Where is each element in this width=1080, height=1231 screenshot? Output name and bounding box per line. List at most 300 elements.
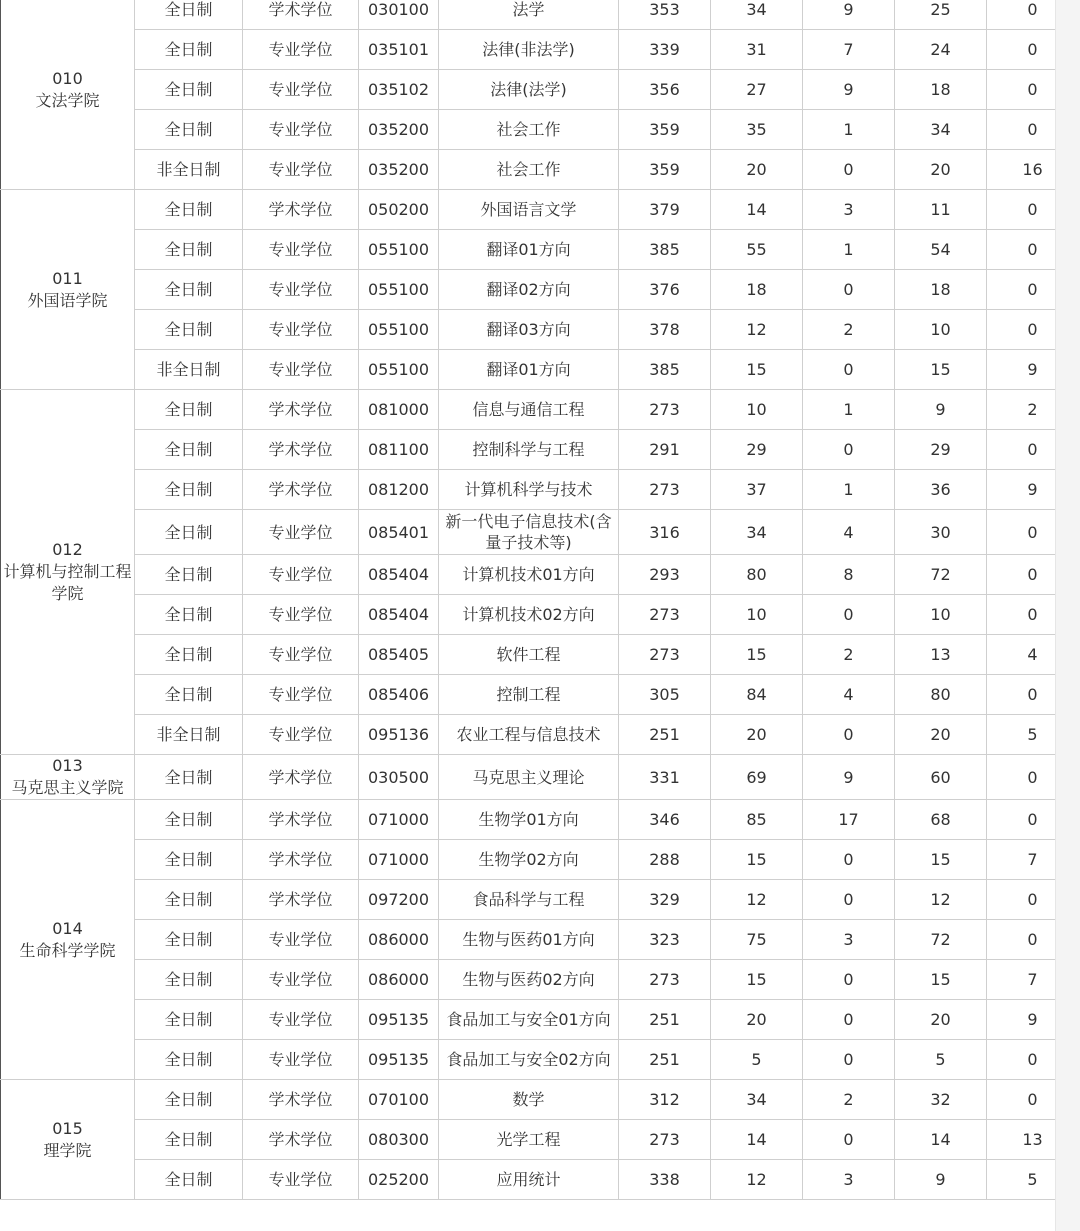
shortfall-count-cell: 0 [987, 310, 1079, 350]
major-code-cell: 081200 [359, 470, 439, 510]
degree-type-cell: 专业学位 [243, 270, 359, 310]
score-line-cell: 305 [619, 675, 711, 715]
college-code: 010 [52, 68, 83, 88]
college-cell [1, 390, 135, 755]
major-name-cell: 翻译03方向 [439, 310, 619, 350]
exempt-count-cell: 4 [803, 510, 895, 555]
study-mode-cell: 全日制 [135, 110, 243, 150]
major-code-cell: 097200 [359, 880, 439, 920]
major-name-cell: 翻译02方向 [439, 270, 619, 310]
major-name-cell: 计算机科学与技术 [439, 470, 619, 510]
major-code-cell: 035101 [359, 30, 439, 70]
degree-type-cell: 学术学位 [243, 470, 359, 510]
unified-count-cell: 12 [895, 880, 987, 920]
score-line-cell: 293 [619, 555, 711, 595]
college-name: 计算机与控制工程学院 [3, 562, 132, 603]
table-row [1, 715, 1079, 755]
plan-count-cell: 20 [711, 150, 803, 190]
major-code-cell: 035200 [359, 150, 439, 190]
exempt-count-cell: 0 [803, 1120, 895, 1160]
degree-type-cell: 专业学位 [243, 595, 359, 635]
major-code-cell: 085404 [359, 555, 439, 595]
shortfall-count-cell: 5 [987, 715, 1079, 755]
shortfall-count-cell: 0 [987, 595, 1079, 635]
major-name-cell: 生物学01方向 [439, 800, 619, 840]
major-code-cell: 035102 [359, 70, 439, 110]
degree-type-cell: 专业学位 [243, 960, 359, 1000]
table-row [1, 150, 1079, 190]
plan-count-cell: 34 [711, 1080, 803, 1120]
score-line-cell: 353 [619, 0, 711, 30]
table-row [1, 675, 1079, 715]
major-code-cell: 086000 [359, 920, 439, 960]
study-mode-cell: 全日制 [135, 920, 243, 960]
college-name: 马克思主义学院 [11, 778, 124, 797]
study-mode-cell: 全日制 [135, 270, 243, 310]
study-mode-cell: 全日制 [135, 1000, 243, 1040]
study-mode-cell: 全日制 [135, 555, 243, 595]
major-code-cell: 070100 [359, 1080, 439, 1120]
plan-count-cell: 5 [711, 1040, 803, 1080]
degree-type-cell: 专业学位 [243, 350, 359, 390]
unified-count-cell: 60 [895, 755, 987, 800]
shortfall-count-cell: 0 [987, 1080, 1079, 1120]
table-row [1, 470, 1079, 510]
study-mode-cell: 全日制 [135, 595, 243, 635]
degree-type-cell: 学术学位 [243, 755, 359, 800]
major-name-cell: 信息与通信工程 [439, 390, 619, 430]
score-line-cell: 385 [619, 230, 711, 270]
table-row [1, 0, 1079, 30]
major-name-cell: 食品科学与工程 [439, 880, 619, 920]
major-code-cell: 071000 [359, 800, 439, 840]
exempt-count-cell: 2 [803, 310, 895, 350]
degree-type-cell: 学术学位 [243, 800, 359, 840]
degree-type-cell: 学术学位 [243, 1120, 359, 1160]
shortfall-count-cell: 0 [987, 510, 1079, 555]
degree-type-cell: 专业学位 [243, 1160, 359, 1200]
exempt-count-cell: 1 [803, 470, 895, 510]
major-code-cell: 030100 [359, 0, 439, 30]
exempt-count-cell: 3 [803, 190, 895, 230]
exempt-count-cell: 2 [803, 635, 895, 675]
major-name-cell: 计算机技术02方向 [439, 595, 619, 635]
major-name-cell: 农业工程与信息技术 [439, 715, 619, 755]
major-code-cell: 055100 [359, 270, 439, 310]
plan-count-cell: 15 [711, 635, 803, 675]
degree-type-cell: 专业学位 [243, 30, 359, 70]
study-mode-cell: 全日制 [135, 0, 243, 30]
score-line-cell: 379 [619, 190, 711, 230]
degree-type-cell: 学术学位 [243, 0, 359, 30]
major-name-cell: 新一代电子信息技术(含量子技术等) [439, 510, 619, 555]
major-code-cell: 085401 [359, 510, 439, 555]
plan-count-cell: 20 [711, 1000, 803, 1040]
table-row [1, 270, 1079, 310]
college-code: 014 [52, 918, 83, 938]
unified-count-cell: 5 [895, 1040, 987, 1080]
score-line-cell: 316 [619, 510, 711, 555]
major-name-cell: 控制科学与工程 [439, 430, 619, 470]
study-mode-cell: 全日制 [135, 390, 243, 430]
table-row [1, 1120, 1079, 1160]
score-line-cell: 251 [619, 1000, 711, 1040]
score-line-cell: 359 [619, 110, 711, 150]
major-name-cell: 计算机技术01方向 [439, 555, 619, 595]
plan-count-cell: 75 [711, 920, 803, 960]
study-mode-cell: 全日制 [135, 70, 243, 110]
shortfall-count-cell: 0 [987, 755, 1079, 800]
major-name-cell: 软件工程 [439, 635, 619, 675]
degree-type-cell: 学术学位 [243, 190, 359, 230]
shortfall-count-cell: 0 [987, 675, 1079, 715]
table-row [1, 800, 1079, 840]
plan-count-cell: 34 [711, 0, 803, 30]
shortfall-count-cell: 5 [987, 1160, 1079, 1200]
unified-count-cell: 54 [895, 230, 987, 270]
degree-type-cell: 专业学位 [243, 110, 359, 150]
degree-type-cell: 学术学位 [243, 880, 359, 920]
shortfall-count-cell: 0 [987, 190, 1079, 230]
major-name-cell: 法律(法学) [439, 70, 619, 110]
exempt-count-cell: 0 [803, 350, 895, 390]
shortfall-count-cell: 4 [987, 635, 1079, 675]
table-row [1, 555, 1079, 595]
shortfall-count-cell: 2 [987, 390, 1079, 430]
table-row [1, 1160, 1079, 1200]
unified-count-cell: 72 [895, 555, 987, 595]
study-mode-cell: 全日制 [135, 430, 243, 470]
score-line-cell: 385 [619, 350, 711, 390]
study-mode-cell: 全日制 [135, 470, 243, 510]
study-mode-cell: 全日制 [135, 510, 243, 555]
major-code-cell: 095136 [359, 715, 439, 755]
plan-count-cell: 15 [711, 350, 803, 390]
shortfall-count-cell: 9 [987, 470, 1079, 510]
major-code-cell: 095135 [359, 1040, 439, 1080]
major-name-cell: 食品加工与安全02方向 [439, 1040, 619, 1080]
major-name-cell: 生物与医药02方向 [439, 960, 619, 1000]
major-code-cell: 085404 [359, 595, 439, 635]
unified-count-cell: 18 [895, 70, 987, 110]
unified-count-cell: 29 [895, 430, 987, 470]
table-row [1, 1000, 1079, 1040]
unified-count-cell: 18 [895, 270, 987, 310]
unified-count-cell: 9 [895, 390, 987, 430]
study-mode-cell: 全日制 [135, 1080, 243, 1120]
major-name-cell: 社会工作 [439, 150, 619, 190]
exempt-count-cell: 0 [803, 1000, 895, 1040]
table-row [1, 840, 1079, 880]
major-name-cell: 应用统计 [439, 1160, 619, 1200]
major-code-cell: 085405 [359, 635, 439, 675]
major-code-cell: 095135 [359, 1000, 439, 1040]
exempt-count-cell: 0 [803, 270, 895, 310]
exempt-count-cell: 0 [803, 150, 895, 190]
shortfall-count-cell: 0 [987, 230, 1079, 270]
study-mode-cell: 全日制 [135, 1040, 243, 1080]
plan-count-cell: 12 [711, 880, 803, 920]
plan-count-cell: 34 [711, 510, 803, 555]
degree-type-cell: 学术学位 [243, 840, 359, 880]
major-code-cell: 086000 [359, 960, 439, 1000]
major-name-cell: 法学 [439, 0, 619, 30]
shortfall-count-cell: 16 [987, 150, 1079, 190]
study-mode-cell: 全日制 [135, 880, 243, 920]
degree-type-cell: 学术学位 [243, 430, 359, 470]
major-code-cell: 055100 [359, 350, 439, 390]
plan-count-cell: 27 [711, 70, 803, 110]
unified-count-cell: 15 [895, 960, 987, 1000]
study-mode-cell: 全日制 [135, 30, 243, 70]
exempt-count-cell: 0 [803, 430, 895, 470]
study-mode-cell: 全日制 [135, 230, 243, 270]
major-name-cell: 光学工程 [439, 1120, 619, 1160]
plan-count-cell: 69 [711, 755, 803, 800]
score-line-cell: 273 [619, 1120, 711, 1160]
unified-count-cell: 68 [895, 800, 987, 840]
table-row [1, 390, 1079, 430]
table-row [1, 920, 1079, 960]
table-row [1, 1040, 1079, 1080]
score-line-cell: 331 [619, 755, 711, 800]
table-body [1, 0, 1079, 1200]
exempt-count-cell: 0 [803, 840, 895, 880]
major-name-cell: 翻译01方向 [439, 350, 619, 390]
degree-type-cell: 专业学位 [243, 150, 359, 190]
exempt-count-cell: 2 [803, 1080, 895, 1120]
plan-count-cell: 14 [711, 1120, 803, 1160]
shortfall-count-cell: 0 [987, 555, 1079, 595]
college-cell [1, 755, 135, 800]
score-line-cell: 273 [619, 960, 711, 1000]
unified-count-cell: 10 [895, 595, 987, 635]
score-line-cell: 346 [619, 800, 711, 840]
plan-count-cell: 84 [711, 675, 803, 715]
score-line-cell: 251 [619, 715, 711, 755]
shortfall-count-cell: 0 [987, 880, 1079, 920]
exempt-count-cell: 0 [803, 715, 895, 755]
exempt-count-cell: 3 [803, 1160, 895, 1200]
study-mode-cell: 全日制 [135, 1160, 243, 1200]
degree-type-cell: 专业学位 [243, 675, 359, 715]
score-line-cell: 273 [619, 595, 711, 635]
shortfall-count-cell: 0 [987, 270, 1079, 310]
degree-type-cell: 专业学位 [243, 555, 359, 595]
exempt-count-cell: 3 [803, 920, 895, 960]
study-mode-cell: 非全日制 [135, 715, 243, 755]
study-mode-cell: 全日制 [135, 310, 243, 350]
exempt-count-cell: 8 [803, 555, 895, 595]
table-row [1, 310, 1079, 350]
study-mode-cell: 全日制 [135, 840, 243, 880]
unified-count-cell: 34 [895, 110, 987, 150]
plan-count-cell: 85 [711, 800, 803, 840]
exempt-count-cell: 0 [803, 960, 895, 1000]
table-row [1, 190, 1079, 230]
plan-count-cell: 35 [711, 110, 803, 150]
shortfall-count-cell: 9 [987, 1000, 1079, 1040]
exempt-count-cell: 4 [803, 675, 895, 715]
shortfall-count-cell: 0 [987, 110, 1079, 150]
plan-count-cell: 20 [711, 715, 803, 755]
unified-count-cell: 9 [895, 1160, 987, 1200]
plan-count-cell: 31 [711, 30, 803, 70]
shortfall-count-cell: 7 [987, 960, 1079, 1000]
shortfall-count-cell: 0 [987, 430, 1079, 470]
shortfall-count-cell: 13 [987, 1120, 1079, 1160]
exempt-count-cell: 9 [803, 755, 895, 800]
unified-count-cell: 10 [895, 310, 987, 350]
unified-count-cell: 15 [895, 840, 987, 880]
score-line-cell: 288 [619, 840, 711, 880]
major-code-cell: 080300 [359, 1120, 439, 1160]
major-code-cell: 085406 [359, 675, 439, 715]
unified-count-cell: 13 [895, 635, 987, 675]
major-code-cell: 055100 [359, 230, 439, 270]
study-mode-cell: 全日制 [135, 755, 243, 800]
score-line-cell: 323 [619, 920, 711, 960]
college-name: 文法学院 [35, 90, 100, 110]
table-row [1, 510, 1079, 555]
study-mode-cell: 全日制 [135, 190, 243, 230]
shortfall-count-cell: 0 [987, 1040, 1079, 1080]
plan-count-cell: 15 [711, 960, 803, 1000]
table-row [1, 350, 1079, 390]
plan-count-cell: 14 [711, 190, 803, 230]
exempt-count-cell: 1 [803, 110, 895, 150]
study-mode-cell: 非全日制 [135, 150, 243, 190]
plan-count-cell: 37 [711, 470, 803, 510]
college-name: 生命科学学院 [19, 940, 116, 960]
exempt-count-cell: 1 [803, 390, 895, 430]
plan-count-cell: 12 [711, 310, 803, 350]
unified-count-cell: 80 [895, 675, 987, 715]
exempt-count-cell: 9 [803, 70, 895, 110]
study-mode-cell: 全日制 [135, 960, 243, 1000]
table-row [1, 30, 1079, 70]
plan-count-cell: 10 [711, 390, 803, 430]
shortfall-count-cell: 7 [987, 840, 1079, 880]
college-code: 012 [52, 540, 83, 559]
score-line-cell: 339 [619, 30, 711, 70]
table-row [1, 110, 1079, 150]
study-mode-cell: 非全日制 [135, 350, 243, 390]
score-line-cell: 251 [619, 1040, 711, 1080]
study-mode-cell: 全日制 [135, 675, 243, 715]
college-cell [1, 190, 135, 390]
score-line-cell: 359 [619, 150, 711, 190]
major-name-cell: 翻译01方向 [439, 230, 619, 270]
unified-count-cell: 36 [895, 470, 987, 510]
degree-type-cell: 专业学位 [243, 310, 359, 350]
major-name-cell: 数学 [439, 1080, 619, 1120]
exempt-count-cell: 0 [803, 1040, 895, 1080]
major-code-cell: 071000 [359, 840, 439, 880]
plan-count-cell: 29 [711, 430, 803, 470]
shortfall-count-cell: 0 [987, 70, 1079, 110]
table-row [1, 430, 1079, 470]
college-cell [1, 1080, 135, 1200]
degree-type-cell: 专业学位 [243, 635, 359, 675]
study-mode-cell: 全日制 [135, 800, 243, 840]
shortfall-count-cell: 0 [987, 800, 1079, 840]
college-code: 013 [52, 756, 83, 775]
plan-count-cell: 15 [711, 840, 803, 880]
shortfall-count-cell: 0 [987, 30, 1079, 70]
table-row [1, 635, 1079, 675]
unified-count-cell: 30 [895, 510, 987, 555]
major-name-cell: 社会工作 [439, 110, 619, 150]
score-line-cell: 329 [619, 880, 711, 920]
plan-count-cell: 80 [711, 555, 803, 595]
score-line-cell: 273 [619, 470, 711, 510]
degree-type-cell: 专业学位 [243, 920, 359, 960]
college-cell [1, 800, 135, 1080]
major-name-cell: 法律(非法学) [439, 30, 619, 70]
college-cell [1, 0, 135, 190]
score-line-cell: 338 [619, 1160, 711, 1200]
exempt-count-cell: 1 [803, 230, 895, 270]
table-row [1, 70, 1079, 110]
score-line-cell: 378 [619, 310, 711, 350]
unified-count-cell: 11 [895, 190, 987, 230]
degree-type-cell: 专业学位 [243, 510, 359, 555]
major-name-cell: 生物与医药01方向 [439, 920, 619, 960]
major-code-cell: 081000 [359, 390, 439, 430]
plan-count-cell: 18 [711, 270, 803, 310]
table-row [1, 1080, 1079, 1120]
study-mode-cell: 全日制 [135, 635, 243, 675]
degree-type-cell: 专业学位 [243, 230, 359, 270]
major-name-cell: 生物学02方向 [439, 840, 619, 880]
unified-count-cell: 32 [895, 1080, 987, 1120]
score-line-cell: 356 [619, 70, 711, 110]
college-code: 011 [52, 268, 83, 288]
major-code-cell: 035200 [359, 110, 439, 150]
score-line-cell: 273 [619, 390, 711, 430]
exempt-count-cell: 0 [803, 595, 895, 635]
major-name-cell: 控制工程 [439, 675, 619, 715]
shortfall-count-cell: 0 [987, 920, 1079, 960]
exempt-count-cell: 7 [803, 30, 895, 70]
unified-count-cell: 25 [895, 0, 987, 30]
college-name: 理学院 [43, 1140, 92, 1160]
score-line-cell: 376 [619, 270, 711, 310]
major-code-cell: 081100 [359, 430, 439, 470]
exempt-count-cell: 17 [803, 800, 895, 840]
vertical-scrollbar[interactable] [1055, 0, 1080, 1231]
major-code-cell: 025200 [359, 1160, 439, 1200]
degree-type-cell: 学术学位 [243, 1080, 359, 1120]
table-row [1, 755, 1079, 800]
degree-type-cell: 专业学位 [243, 1040, 359, 1080]
exempt-count-cell: 9 [803, 0, 895, 30]
college-code: 015 [52, 1118, 83, 1138]
major-code-cell: 055100 [359, 310, 439, 350]
table-row [1, 960, 1079, 1000]
unified-count-cell: 20 [895, 1000, 987, 1040]
college-name: 外国语学院 [27, 290, 108, 310]
degree-type-cell: 专业学位 [243, 1000, 359, 1040]
degree-type-cell: 学术学位 [243, 390, 359, 430]
major-name-cell: 食品加工与安全01方向 [439, 1000, 619, 1040]
table-row [1, 595, 1079, 635]
table-row [1, 230, 1079, 270]
plan-count-cell: 10 [711, 595, 803, 635]
score-line-cell: 291 [619, 430, 711, 470]
unified-count-cell: 20 [895, 715, 987, 755]
